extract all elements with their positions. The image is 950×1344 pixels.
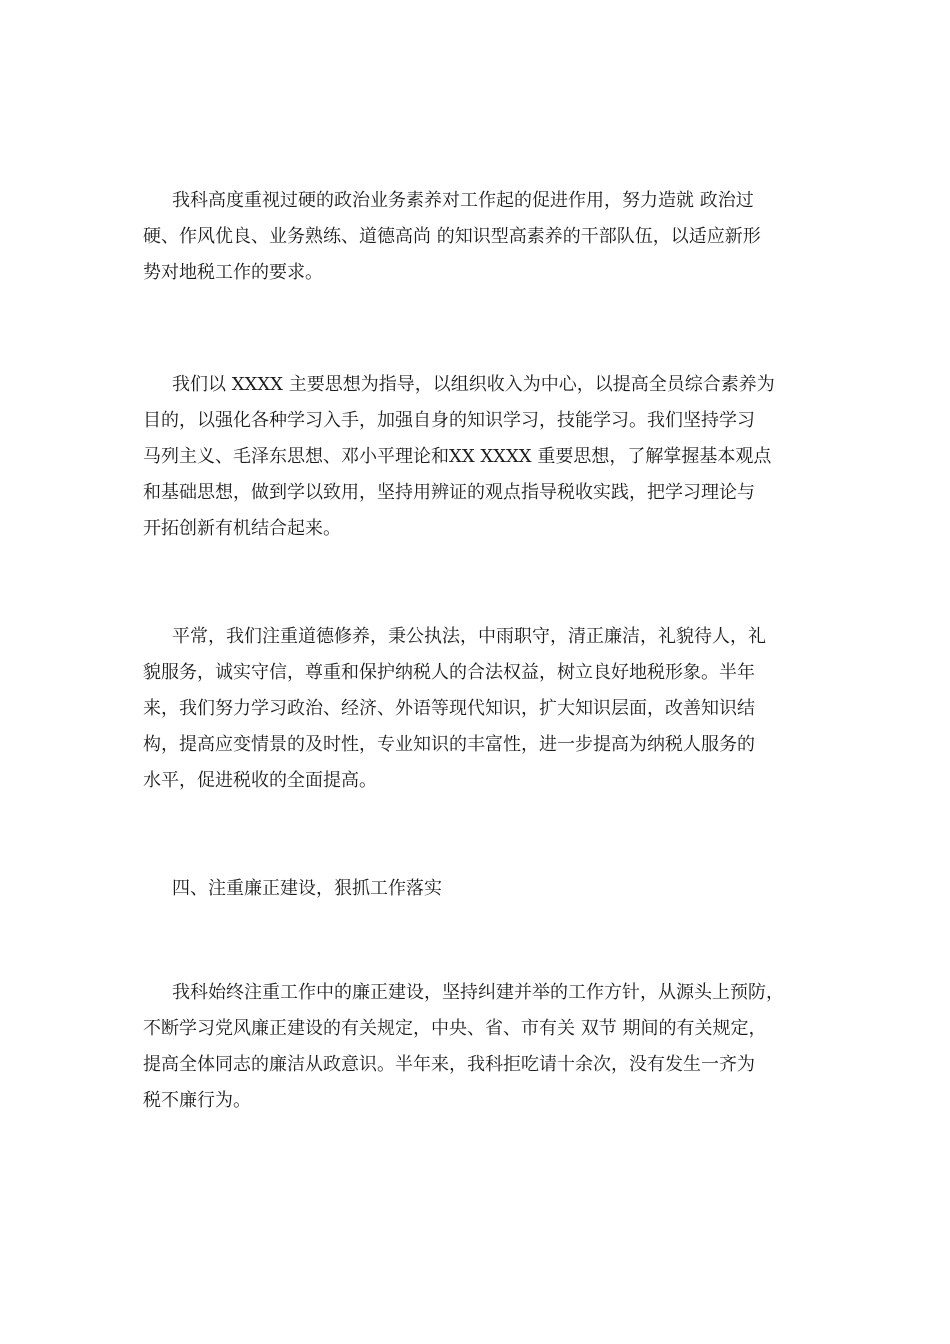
paragraph-line: 我科高度重视过硬的政治业务素养对工作起的促进作用，努力造就 政治过 xyxy=(172,190,754,211)
paragraph-line: 来，我们努力学习政治、经济、外语等现代知识，扩大知识层面，改善知识结 xyxy=(143,698,755,719)
paragraph-line: 水平，促进税收的全面提高。 xyxy=(143,770,377,791)
paragraph-3 xyxy=(143,619,823,799)
paragraph-2 xyxy=(143,367,823,547)
paragraph-line: 税不廉行为。 xyxy=(143,1090,251,1111)
paragraph-line: 马列主义、毛泽东思想、邓小平理论和XX XXXX 重要思想，了解掌握基本观点 xyxy=(143,446,772,467)
paragraph-line: 势对地税工作的要求。 xyxy=(143,262,323,283)
paragraph-line: 我科始终注重工作中的廉正建设，坚持纠建并举的工作方针，从源头上预防， xyxy=(172,982,784,1003)
paragraph-line: 硬、作风优良、业务熟练、道德高尚 的知识型高素养的干部队伍，以适应新形 xyxy=(143,226,761,247)
paragraph-line: 提高全体同志的廉洁从政意识。半年来，我科拒吃请十余次，没有发生一齐为 xyxy=(143,1054,755,1075)
paragraph-line: 平常，我们注重道德修养，秉公执法，中雨职守，清正廉洁，礼貌待人，礼 xyxy=(172,626,766,647)
paragraph-4 xyxy=(143,975,823,1119)
paragraph-line: 我们以 XXXX 主要思想为指导，以组织收入为中心，以提高全员综合素养为 xyxy=(172,374,775,395)
section-heading xyxy=(172,871,852,907)
paragraph-line: 构，提高应变情景的及时性，专业知识的丰富性，进一步提高为纳税人服务的 xyxy=(143,734,755,755)
paragraph-line: 不断学习党风廉正建设的有关规定，中央、省、市有关 双节 期间的有关规定， xyxy=(143,1018,767,1039)
paragraph-1 xyxy=(143,183,823,291)
paragraph-line: 开拓创新有机结合起来。 xyxy=(143,518,341,539)
paragraph-line: 貌服务，诚实守信，尊重和保护纳税人的合法权益，树立良好地税形象。半年 xyxy=(143,662,755,683)
section-heading-text: 四、注重廉正建设，狠抓工作落实 xyxy=(172,878,442,899)
paragraph-line: 目的，以强化各种学习入手，加强自身的知识学习，技能学习。我们坚持学习 xyxy=(143,410,755,431)
paragraph-line: 和基础思想，做到学以致用，坚持用辨证的观点指导税收实践，把学习理论与 xyxy=(143,482,755,503)
